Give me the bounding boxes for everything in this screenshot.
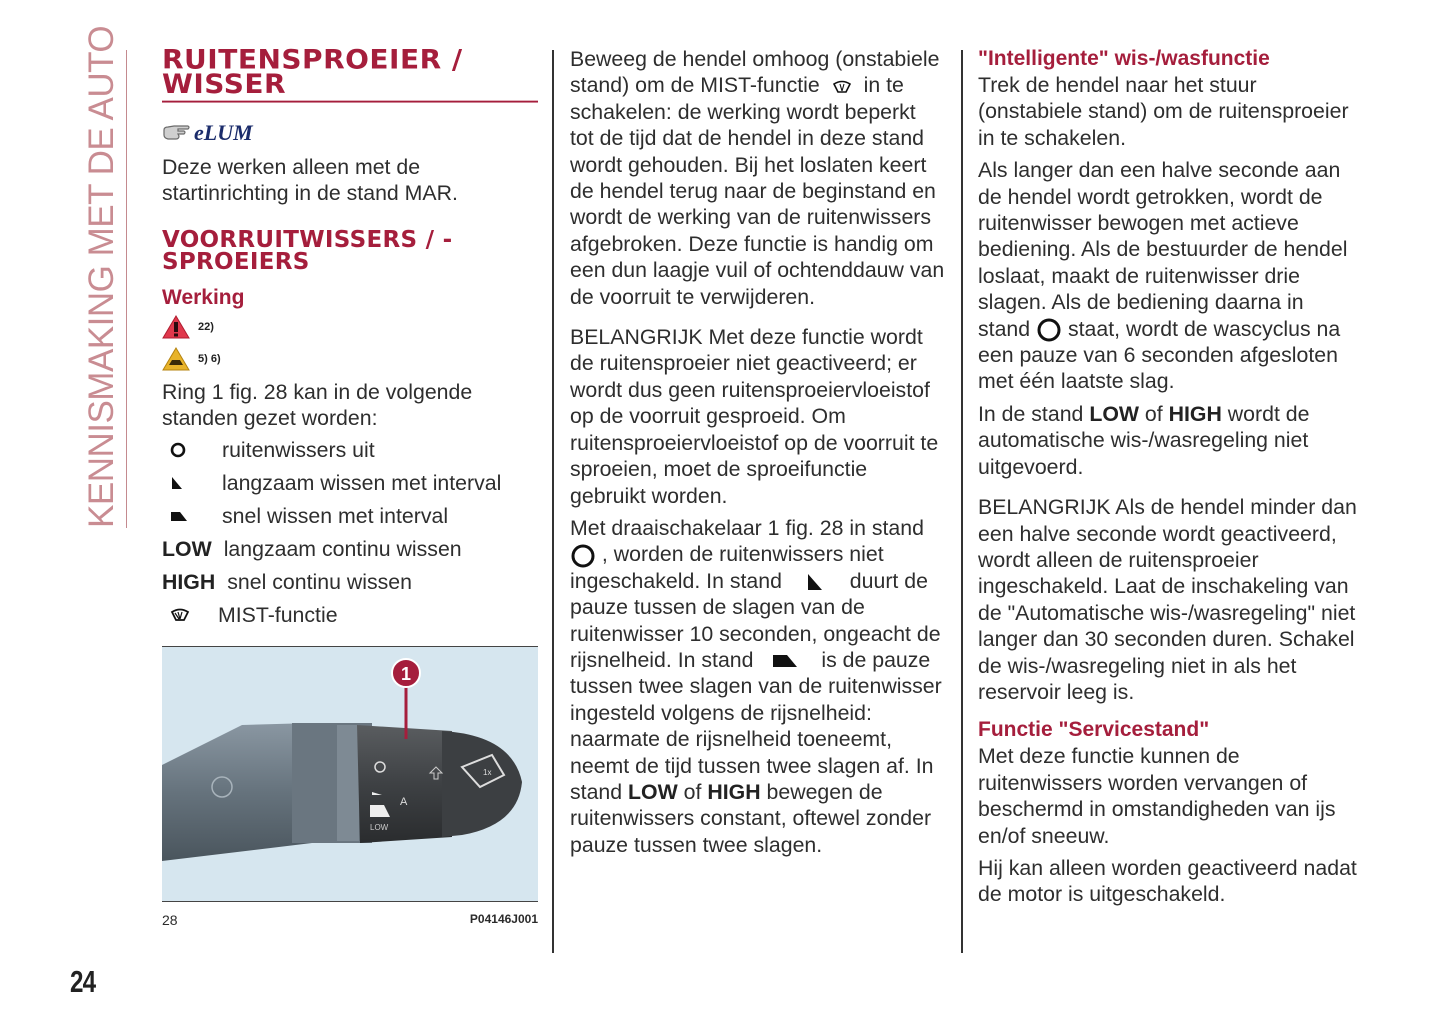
figure-wiper-stalk bbox=[162, 646, 538, 902]
danger-triangle-icon bbox=[162, 315, 190, 339]
low-symbol: LOW bbox=[162, 536, 212, 561]
slow-interval-icon bbox=[170, 476, 184, 490]
figure-code: P04146J001 bbox=[469, 911, 538, 926]
subsection-title: Werking bbox=[162, 285, 245, 309]
slow-interval-icon bbox=[794, 573, 838, 591]
position-label: langzaam continu wissen bbox=[223, 536, 462, 561]
position-label: MIST-functie bbox=[218, 602, 338, 627]
rotary-switch-paragraph: Met draaischakelaar 1 fig. 28 in stand , worden de ruitenwissers niet ingeschakeld. In stand duurt de pauze tussen de slagen van de ruitenwisser 10 seconden, ongeacht de rijsnelheid. In stand is de pauze tussen twee slagen van de ruitenwisser ingesteld volgens de rijsnelheid: naarmate de rijsnelheid toeneemt, neemt de tijd tussen twee slagen af. In stand LOW of HIGH bewegen de ruitenwissers constant, oftewel zonder pauze tussen twee slagen. bbox=[570, 515, 942, 857]
warning-caution bbox=[162, 343, 538, 375]
position-slow-interval bbox=[162, 467, 538, 500]
position-mist bbox=[162, 599, 538, 632]
ring-text: Ring 1 fig. 28 kan in de volgende standen gezet worden: bbox=[162, 379, 473, 431]
svg-text:1x: 1x bbox=[483, 767, 492, 777]
caution-triangle-icon bbox=[162, 347, 190, 371]
paragraph: Met deze functie kunnen de ruitenwissers worden vervangen of beschermd in omstandigheden van ijs en/of sneeuw. bbox=[978, 744, 1336, 848]
warning-danger bbox=[162, 311, 538, 343]
svg-text:LOW: LOW bbox=[370, 822, 389, 832]
warning-ref: 5) 6) bbox=[198, 352, 221, 365]
position-fast-interval bbox=[162, 500, 538, 533]
circle-off-icon bbox=[1036, 318, 1062, 342]
section-intelligent-wash: "Intelligente" wis-/wasfunctie bbox=[978, 47, 1270, 70]
elum-label: eLUM bbox=[194, 120, 253, 145]
paragraph: Hij kan alleen worden geactiveerd nadat de motor is uitgeschakeld. bbox=[978, 855, 1357, 907]
mist-paragraph: Beweeg de hendel omhoog (onstabiele stand) om de MIST-functie in te schakelen: de werking wordt beperkt tot de tijd dat de hendel in deze stand wordt gehouden. Bij het loslaten keert de hendel terug naar de beginstand en wordt de werking van de ruitenwissers afgebroken. Deze functie is handig om een dun laagje vuil of ochtenddauw van de voorruit te verwijderen. bbox=[570, 47, 945, 309]
section-title: VOORRUITWISSERS / -SPROEIERS bbox=[162, 226, 453, 275]
position-list bbox=[162, 434, 538, 632]
figure-callout: 1 bbox=[400, 663, 412, 684]
column-2 bbox=[570, 46, 945, 858]
mist-wiper-icon bbox=[830, 80, 854, 94]
warning-ref: 22) bbox=[198, 320, 214, 333]
high-symbol: HIGH bbox=[162, 569, 216, 594]
position-label: langzaam wissen met interval bbox=[222, 470, 502, 495]
paragraph: In de stand LOW of HIGH wordt de automatische wis-/wasregeling niet uitgevoerd. bbox=[978, 401, 1310, 479]
position-low bbox=[162, 533, 538, 566]
side-section-label: KENNISMAKING MET DE AUTO bbox=[82, 25, 121, 528]
position-label: ruitenwissers uit bbox=[222, 437, 375, 462]
mist-wiper-icon bbox=[170, 608, 190, 622]
position-label: snel continu wissen bbox=[227, 569, 412, 594]
important-note-paragraph: BELANGRIJK Als de hendel minder dan een halve seconde wordt geactiveerd, wordt alleen de ruitensproeier ingeschakeld. Laat de inschakeling van de "Automatische wis-/wasregeling" niet langer dan 30 seconden duren. Schakel de wis-/wasregeling niet in als het reservoir leeg is. bbox=[978, 495, 1357, 704]
column-divider-1 bbox=[552, 50, 554, 953]
position-high bbox=[162, 566, 538, 599]
figure-caption bbox=[162, 912, 538, 928]
column-3 bbox=[978, 46, 1358, 908]
side-section-tab bbox=[82, 25, 127, 528]
important-note-paragraph: BELANGRIJK Met deze functie wordt de ruitensproeier niet geactiveerd; er wordt dus geen ruitensproeiervloeistof op de voorruit gesproeid. Om ruitensproeiervloeistof op de voorruit te sproeien, moet de sproeifunctie gebruikt worden. bbox=[570, 325, 939, 508]
paragraph: Als langer dan een halve seconde aan de hendel wordt getrokken, wordt de ruitenwisser bewogen met actieve bediening. Als de bestuurder de hendel loslaat, maakt de ruitenwisser drie slagen. Als de bediening daarna in stand staat, wordt de wascyclus na een pauze van 6 seconden afgesloten met één laatste slag. bbox=[978, 158, 1348, 394]
circle-off-icon bbox=[570, 544, 596, 568]
pointing-hand-icon bbox=[162, 122, 192, 144]
fast-interval-icon bbox=[170, 510, 188, 522]
paragraph: Trek de hendel naar het stuur (onstabiele stand) om de ruitensproeier in te schakelen. bbox=[978, 73, 1349, 150]
intro-text: Deze werken alleen met de startinrichting in de stand MAR. bbox=[162, 155, 458, 206]
section-service-mode: Functie "Servicestand" bbox=[978, 718, 1210, 742]
wiper-stalk-illustration bbox=[162, 647, 538, 901]
position-off bbox=[162, 434, 538, 467]
circle-off-icon bbox=[170, 442, 186, 458]
position-label: snel wissen met interval bbox=[222, 503, 449, 528]
figure-number: 28 bbox=[162, 911, 178, 928]
column-divider-2 bbox=[961, 50, 963, 953]
column-1 bbox=[162, 43, 538, 928]
fast-interval-icon bbox=[765, 653, 809, 669]
page-number: 24 bbox=[70, 964, 96, 999]
elum-badge bbox=[162, 118, 538, 148]
svg-text:A: A bbox=[400, 795, 408, 808]
page-title: RUITENSPROEIER / WISSER bbox=[162, 47, 538, 102]
